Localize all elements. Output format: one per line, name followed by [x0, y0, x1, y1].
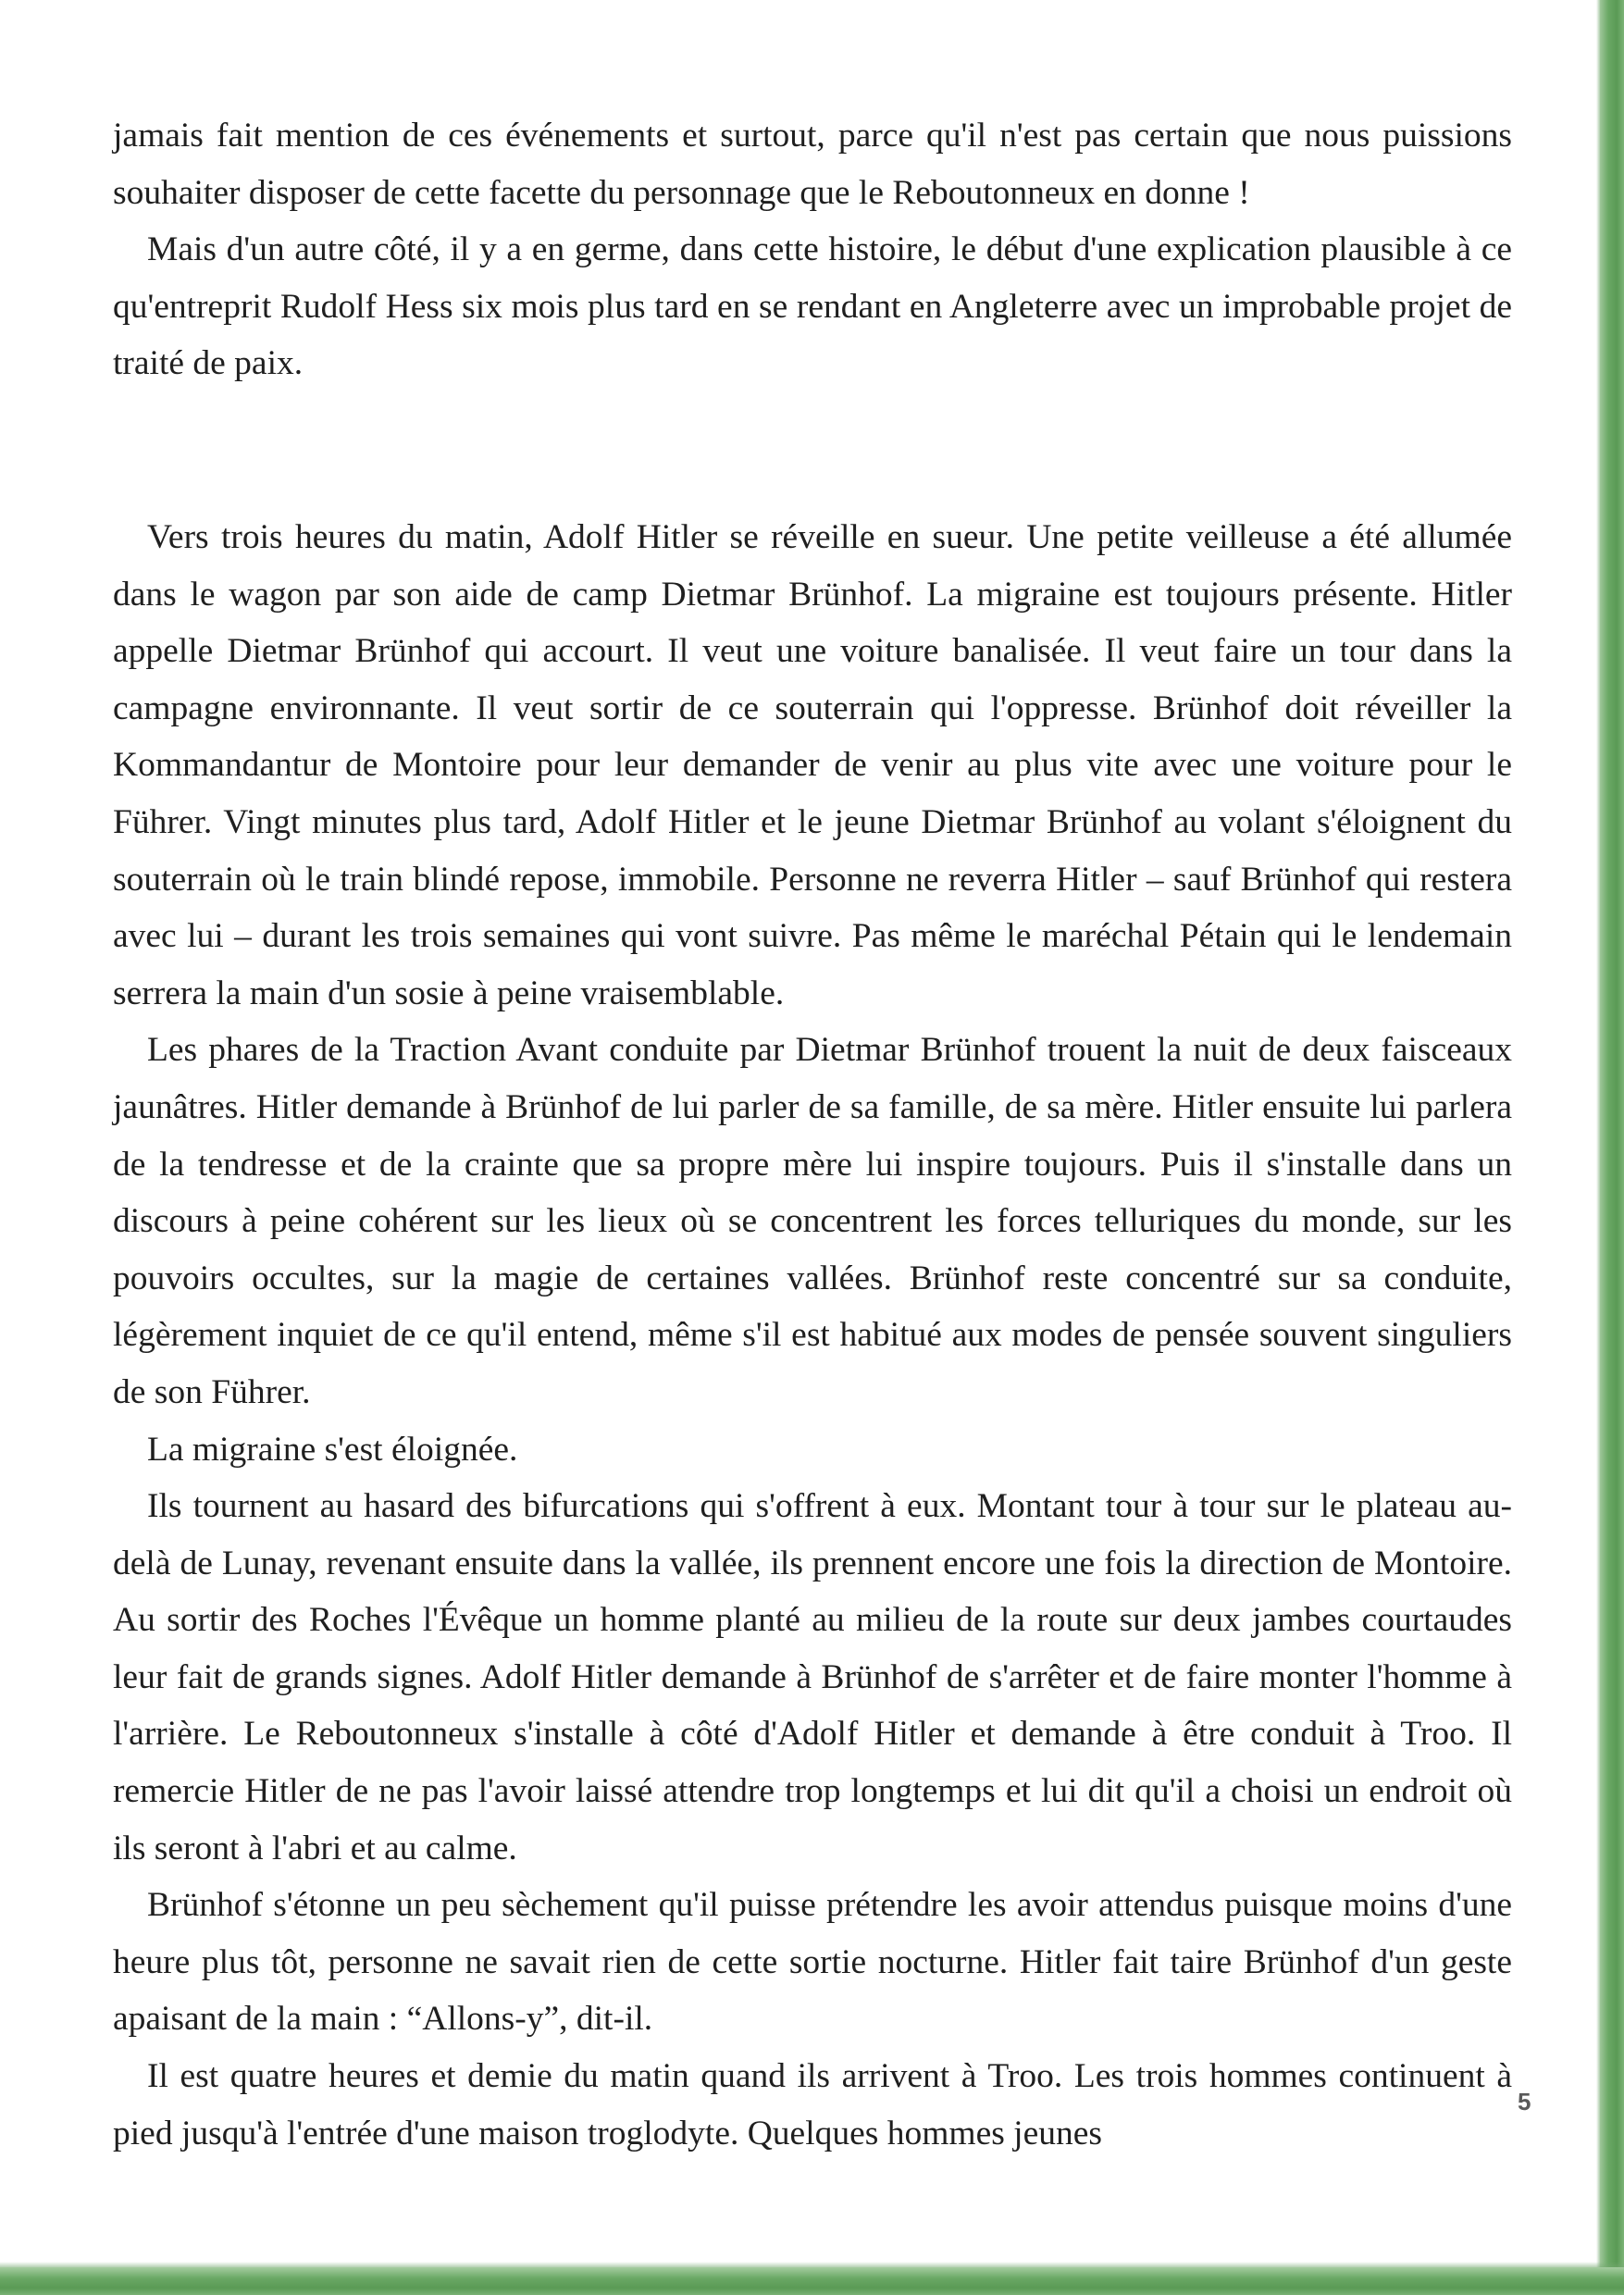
paragraph: Brünhof s'étonne un peu sèchement qu'il puisse prétendre les avoir attendus puisque moins d'une heure plus tôt, personne ne savait rien de cette sortie nocturne. Hitler fait taire Brünhof d'un geste apaisant de la main : “Allons-y”, dit-il. — [113, 1886, 1512, 2039]
paragraph: Vers trois heures du matin, Adolf Hitler se réveille en sueur. Une petite veilleuse a été allumée dans le wagon par son aide de camp Dietmar Brünhof. La migraine est toujours présente. Hitler appelle Dietmar Brünhof qui accourt. Il veut une voiture banalisée. Il veut faire un tour dans la campagne environnante. Il veut sortir de ce souterrain qui l'oppresse. Brünhof doit réveiller la Kommandantur de Montoire pour leur demander de venir au plus vite avec une voiture pour le Führer. Vingt minutes plus tard, Adolf Hitler et le jeune Dietmar Brünhof au volant s'éloignent du souterrain où le train blindé repose, immobile. Personne ne reverra Hitler – sauf Brünhof qui restera avec lui – durant les trois semaines qui vont suivre. Pas même le maréchal Pétain qui le lendemain serrera la main d'un sosie à peine vraisemblable. — [113, 518, 1512, 1012]
text-section-1 — [113, 107, 1512, 392]
paragraph: jamais fait mention de ces événements et surtout, parce qu'il n'est pas certain que nous puissions souhaiter disposer de cette facette du personnage que le Reboutonneux en donne ! — [113, 117, 1512, 212]
paragraph: La migraine s'est éloignée. — [147, 1430, 518, 1469]
right-border-decoration — [1600, 0, 1624, 2295]
text-section-2 — [113, 509, 1512, 2162]
paragraph: Mais d'un autre côté, il y a en germe, dans cette histoire, le début d'une explication plausible à ce qu'entreprit Rudolf Hess six mois plus tard en se rendant en Angleterre avec un improbable projet de traité de paix. — [113, 230, 1512, 383]
paragraph: Il est quatre heures et demie du matin quand ils arrivent à Troo. Les trois hommes continuent à pied jusqu'à l'entrée d'une maison troglodyte. Quelques hommes jeunes — [113, 2057, 1512, 2152]
bottom-border-decoration — [0, 2267, 1624, 2295]
page-number: 5 — [1518, 2088, 1531, 2115]
paragraph: Les phares de la Traction Avant conduite par Dietmar Brünhof trouent la nuit de deux faisceaux jaunâtres. Hitler demande à Brünhof de lui parler de sa famille, de sa mère. Hitler ensuite lui parlera de la tendresse et de la crainte que sa propre mère lui inspire toujours. Puis il s'installe dans un discours à peine cohérent sur les lieux où se concentrent les forces telluriques du monde, sur les pouvoirs occultes, sur la magie de certaines vallées. Brünhof reste concentré sur sa conduite, légèrement inquiet de ce qu'il entend, même s'il est habitué aux modes de pensée souvent singuliers de son Führer. — [113, 1031, 1512, 1411]
paragraph: Ils tournent au hasard des bifurcations qui s'offrent à eux. Montant tour à tour sur le plateau au-delà de Lunay, revenant ensuite dans la vallée, ils prennent encore une fois la direction de Montoire. Au sortir des Roches l'Évêque un homme planté au milieu de la route sur deux jambes courtaudes leur fait de grands signes. Adolf Hitler demande à Brünhof de s'arrêter et de faire monter l'homme à l'arrière. Le Reboutonneux s'installe à côté d'Adolf Hitler et demande à être conduit à Troo. Il remercie Hitler de ne pas l'avoir laissé attendre trop longtemps et lui dit qu'il a choisi un endroit où ils seront à l'abri et au calme. — [113, 1487, 1512, 1867]
